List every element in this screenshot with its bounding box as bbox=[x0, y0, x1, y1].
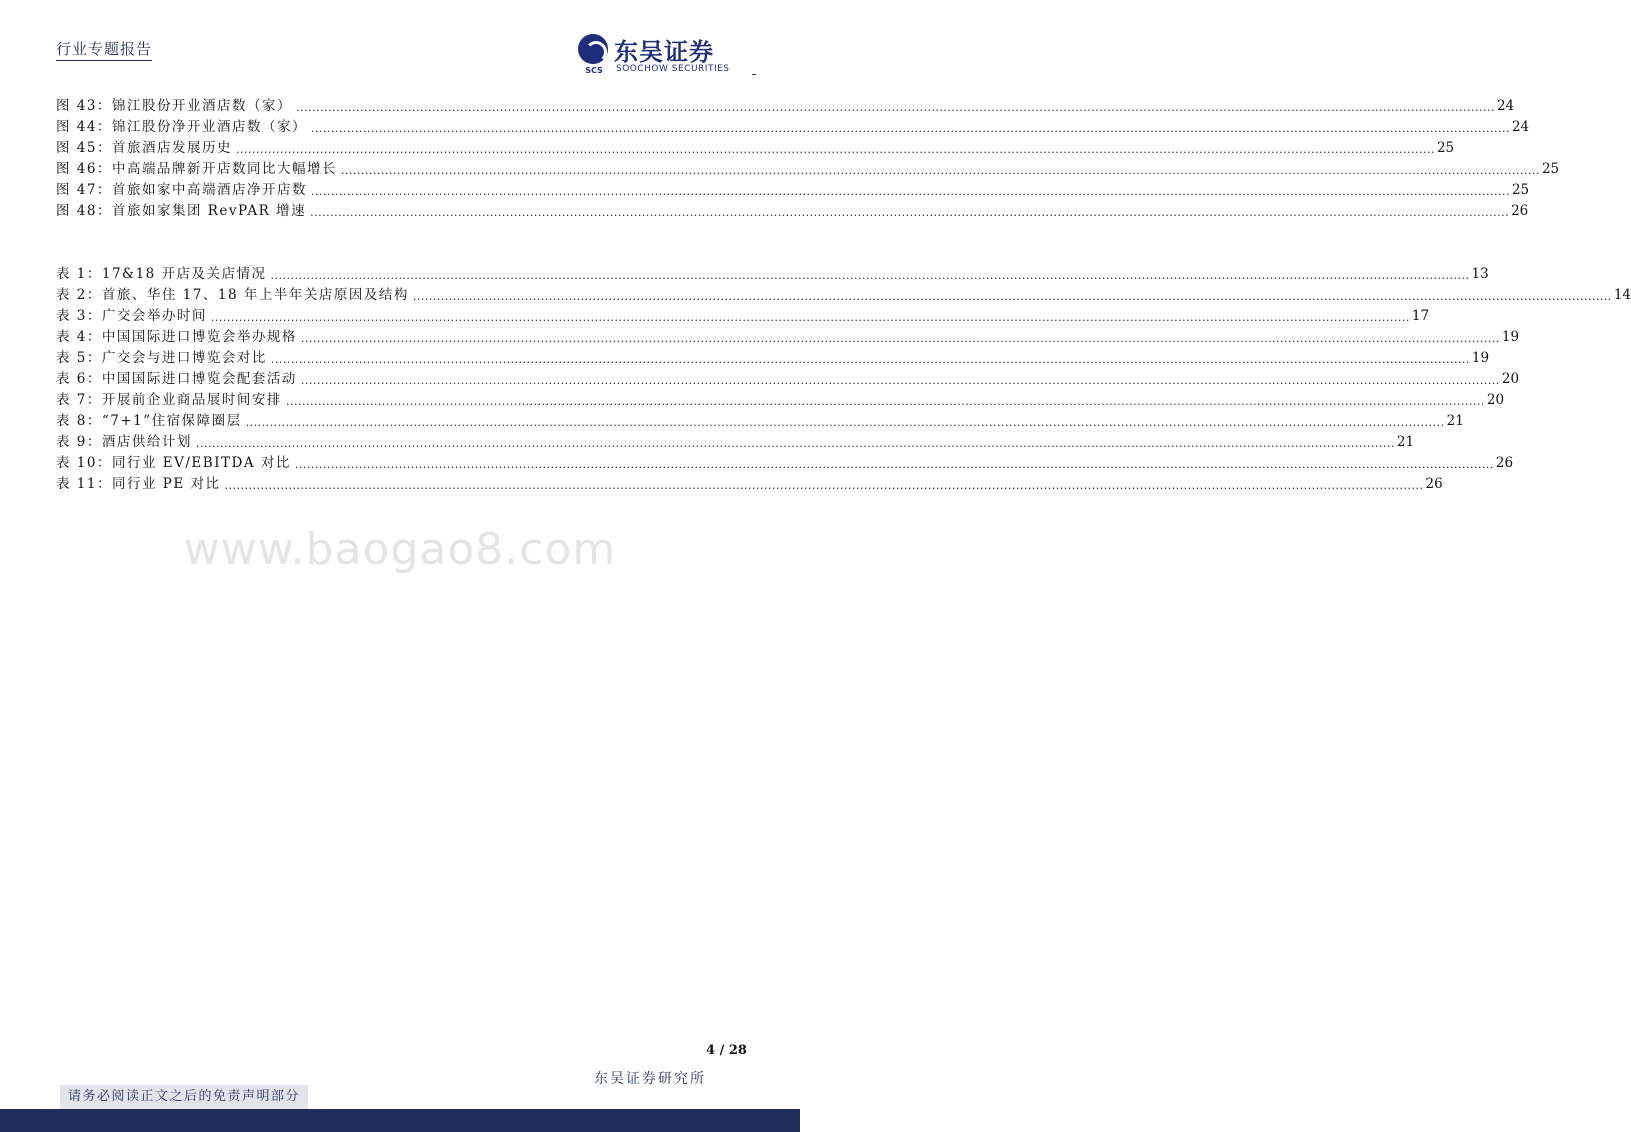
toc-leader: ............................................................................................................................................................................................................................................................................................................ bbox=[300, 332, 1500, 345]
toc-leader: ............................................................................................................................................................................................................................................................................................................ bbox=[300, 374, 1500, 387]
toc-entry-page: 14 bbox=[1613, 287, 1631, 303]
header-divider bbox=[752, 74, 756, 75]
logo-name-cn: 东吴证券 bbox=[614, 38, 714, 66]
toc-entry[interactable] bbox=[56, 285, 1631, 306]
toc-entry-title: 图 45：首旅酒店发展历史 bbox=[56, 140, 232, 156]
toc-entry[interactable] bbox=[56, 369, 1520, 390]
toc-entry-page: 20 bbox=[1501, 371, 1520, 387]
toc-leader: ............................................................................................................................................................................................................................................................................................................ bbox=[412, 290, 1612, 303]
toc-entry-page: 21 bbox=[1396, 434, 1415, 450]
toc-entry[interactable] bbox=[56, 138, 1455, 159]
toc-entry[interactable] bbox=[56, 411, 1464, 432]
toc-entry-title: 表 8：“7+1”住宿保障圈层 bbox=[56, 413, 242, 429]
page-number: 4 / 28 bbox=[706, 1043, 747, 1058]
toc-entry-page: 26 bbox=[1511, 203, 1529, 219]
toc-leader: ............................................................................................................................................................................................................................................................................................................ bbox=[235, 143, 1435, 156]
toc-entry-page: 25 bbox=[1541, 161, 1560, 177]
toc-entry-title: 表 2：首旅、华住 17、18 年上半年关店原因及结构 bbox=[56, 287, 409, 303]
toc-leader: ............................................................................................................................................................................................................................................................................................................ bbox=[210, 311, 1410, 324]
toc-entry[interactable] bbox=[56, 264, 1489, 285]
logo-abbr: SCS bbox=[585, 66, 603, 75]
toc-entry-title: 表 3：广交会举办时间 bbox=[56, 308, 207, 324]
toc-entry-title: 表 10：同行业 EV/EBITDA 对比 bbox=[56, 455, 291, 471]
toc-leader: ............................................................................................................................................................................................................................................................................................................ bbox=[294, 458, 1494, 471]
toc-entry[interactable] bbox=[56, 390, 1505, 411]
toc-entry-page: 26 bbox=[1425, 476, 1443, 492]
toc-leader: ............................................................................................................................................................................................................................................................................................................ bbox=[270, 269, 1470, 282]
figure-list bbox=[56, 96, 1560, 222]
toc-leader: ............................................................................................................................................................................................................................................................................................................ bbox=[340, 164, 1540, 177]
toc-entry[interactable] bbox=[56, 96, 1515, 117]
report-type-label: 行业专题报告 bbox=[56, 38, 152, 61]
watermark: www.baogao8.com bbox=[183, 524, 617, 575]
toc-entry-page: 19 bbox=[1471, 350, 1490, 366]
toc-entry-page: 20 bbox=[1486, 392, 1505, 408]
toc-entry-page: 13 bbox=[1471, 266, 1489, 282]
toc-entry[interactable] bbox=[56, 453, 1514, 474]
toc-entry-page: 21 bbox=[1446, 413, 1464, 429]
toc-entry-title: 图 48：首旅如家集团 RevPAR 增速 bbox=[56, 203, 307, 219]
toc-entry-page: 25 bbox=[1511, 182, 1530, 198]
toc-entry-title: 表 1：17&18 开店及关店情况 bbox=[56, 266, 267, 282]
toc-entry-title: 表 7：开展前企业商品展时间安排 bbox=[56, 392, 282, 408]
toc-entry-title: 图 47：首旅如家中高端酒店净开店数 bbox=[56, 182, 307, 198]
toc-entry-page: 26 bbox=[1495, 455, 1514, 471]
toc-entry-title: 表 9：酒店供给计划 bbox=[56, 434, 192, 450]
toc-leader: ............................................................................................................................................................................................................................................................................................................ bbox=[195, 437, 1395, 450]
toc-leader: ............................................................................................................................................................................................................................................................................................................ bbox=[310, 122, 1510, 135]
logo-mark-icon bbox=[578, 34, 608, 64]
disclaimer-note: 请务必阅读正文之后的免责声明部分 bbox=[60, 1085, 308, 1109]
toc-entry[interactable] bbox=[56, 474, 1443, 495]
toc-entry-title: 表 5：广交会与进口博览会对比 bbox=[56, 350, 267, 366]
footer-org: 东吴证券研究所 bbox=[594, 1071, 706, 1087]
toc-entry-title: 表 6：中国国际进口博览会配套活动 bbox=[56, 371, 297, 387]
toc-entry-page: 24 bbox=[1496, 98, 1515, 114]
toc-leader: ............................................................................................................................................................................................................................................................................................................ bbox=[285, 395, 1485, 408]
toc-entry-page: 19 bbox=[1501, 329, 1520, 345]
toc-leader: ............................................................................................................................................................................................................................................................................................................ bbox=[224, 479, 1424, 492]
toc-leader: ............................................................................................................................................................................................................................................................................................................ bbox=[295, 101, 1495, 114]
toc-entry[interactable] bbox=[56, 306, 1430, 327]
logo-name-en: SOOCHOW SECURITIES bbox=[616, 64, 730, 74]
toc-entry[interactable] bbox=[56, 348, 1490, 369]
toc-entry-page: 24 bbox=[1511, 119, 1530, 135]
company-logo bbox=[578, 34, 748, 76]
table-list bbox=[56, 264, 1631, 495]
toc-leader: ............................................................................................................................................................................................................................................................................................................ bbox=[310, 185, 1510, 198]
toc-entry-title: 图 46：中高端品牌新开店数同比大幅增长 bbox=[56, 161, 337, 177]
toc-entry-page: 25 bbox=[1436, 140, 1455, 156]
toc-entry[interactable] bbox=[56, 432, 1415, 453]
toc-entry-title: 表 4：中国国际进口博览会举办规格 bbox=[56, 329, 297, 345]
toc-leader: ............................................................................................................................................................................................................................................................................................................ bbox=[245, 416, 1445, 429]
footer-bar bbox=[0, 1109, 800, 1132]
toc-entry-title: 图 43：锦江股份开业酒店数（家） bbox=[56, 98, 292, 114]
toc-entry-title: 表 11：同行业 PE 对比 bbox=[56, 476, 221, 492]
toc-entry[interactable] bbox=[56, 327, 1520, 348]
toc-entry[interactable] bbox=[56, 159, 1560, 180]
toc-entry[interactable] bbox=[56, 201, 1529, 222]
toc-entry[interactable] bbox=[56, 180, 1530, 201]
toc-entry[interactable] bbox=[56, 117, 1530, 138]
toc-entry-page: 17 bbox=[1411, 308, 1430, 324]
toc-entry-title: 图 44：锦江股份净开业酒店数（家） bbox=[56, 119, 307, 135]
toc-leader: ............................................................................................................................................................................................................................................................................................................ bbox=[310, 206, 1510, 219]
toc-leader: ............................................................................................................................................................................................................................................................................................................ bbox=[270, 353, 1470, 366]
